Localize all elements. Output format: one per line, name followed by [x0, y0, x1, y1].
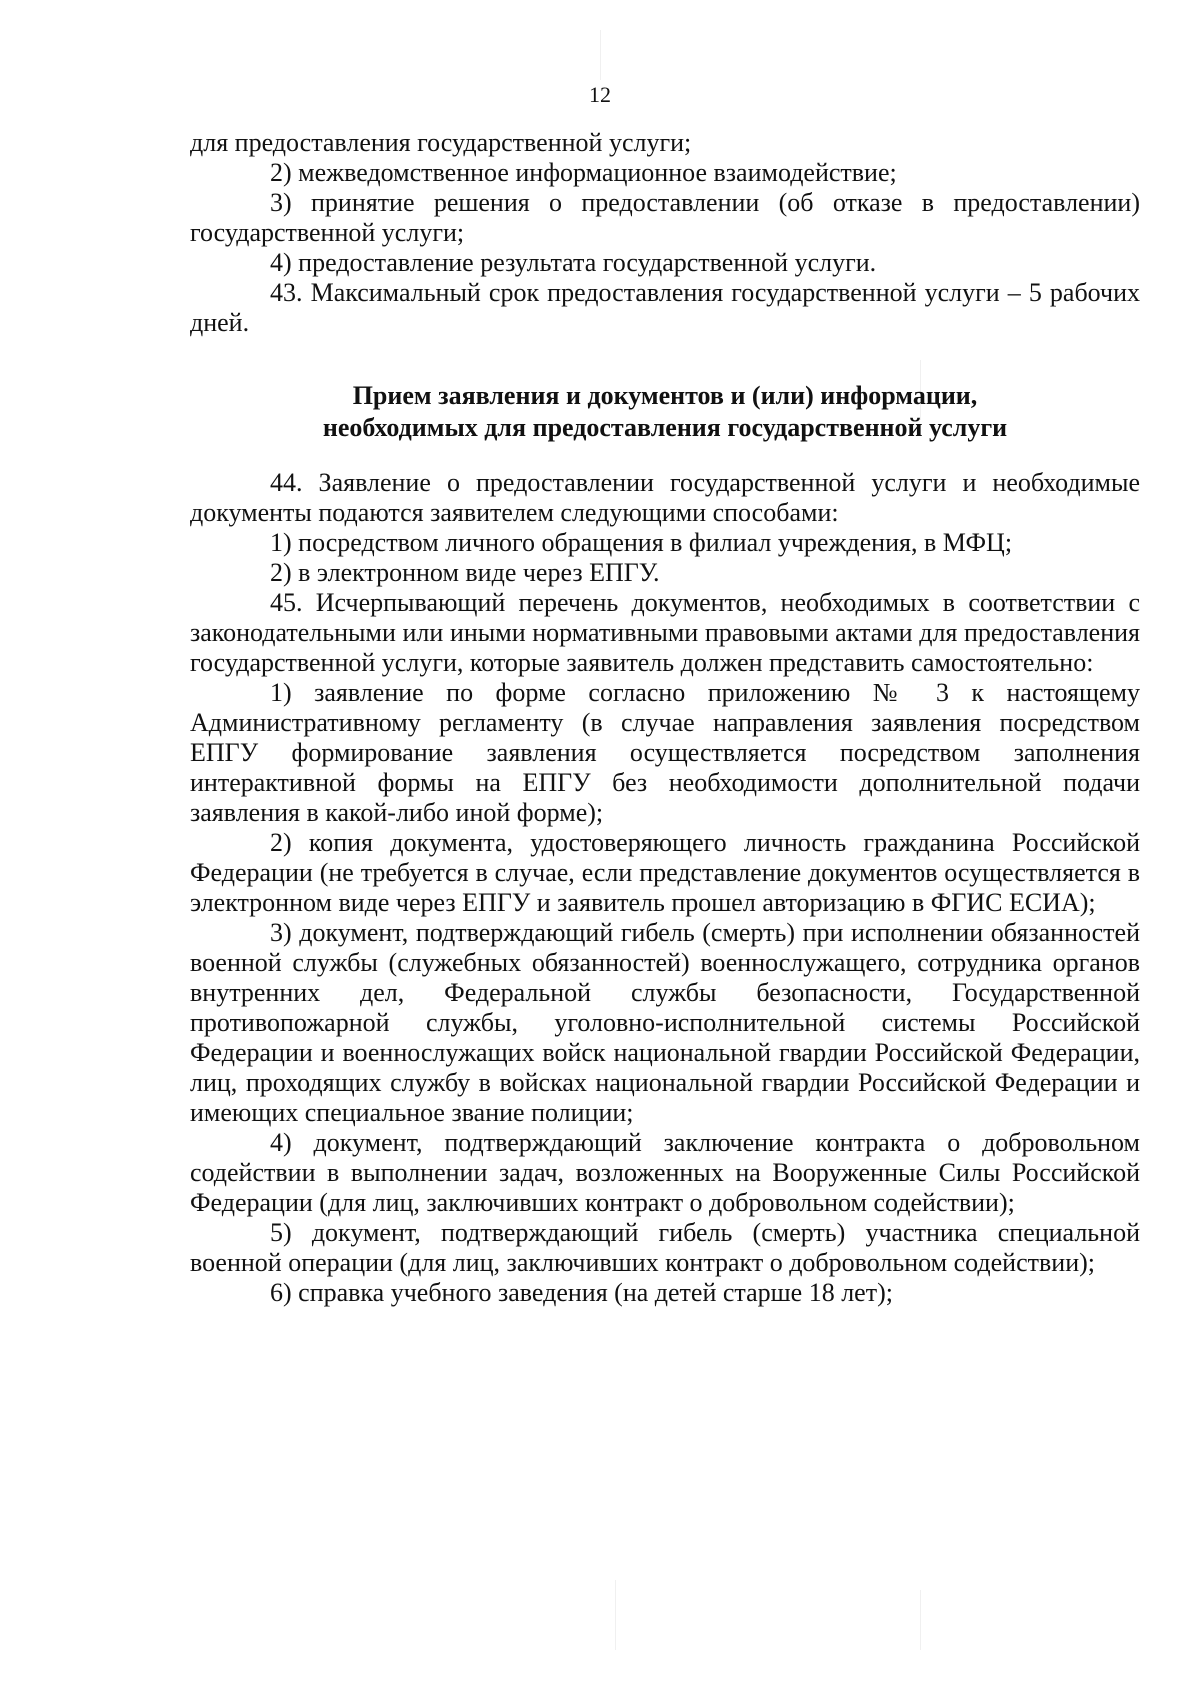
section-heading-line-2: необходимых для предоставления государственной услуги: [322, 413, 1008, 442]
paragraph: 43. Максимальный срок предоставления государственной услуги – 5 рабочих дней.: [190, 278, 1140, 337]
paragraph: 44. Заявление о предоставлении государственной услуги и необходимые документы подаются заявителем следующими способами:: [190, 468, 1140, 527]
paragraph: 3) принятие решения о предоставлении (об отказе в предоставлении) государственной услуги;: [190, 188, 1140, 247]
scan-artifact: [600, 30, 601, 80]
paragraph: 2) копия документа, удостоверяющего личность гражданина Российской Федерации (не требуется в случае, если представление документов осуществляется в электронном виде через ЕПГУ и заявитель прошел авторизацию в ФГИС ЕСИА);: [190, 828, 1140, 917]
section-heading-line-1: Прием заявления и документов и (или) информации,: [352, 381, 978, 410]
document-body: [190, 128, 1140, 1308]
paragraph: для предоставления государственной услуги;: [190, 128, 692, 157]
scan-artifact: [615, 1580, 616, 1650]
paragraph: 4) предоставление результата государственной услуги.: [270, 248, 877, 277]
paragraph: 3) документ, подтверждающий гибель (смерть) при исполнении обязанностей военной службы (служебных обязанностей) военнослужащего, сотрудника органов внутренних дел, Федеральной службы безопасности, Государственной противопожарной службы, уголовно-исполнительной системы Российской Федерации и военнослужащих войск национальной гвардии Российской Федерации, лиц, проходящих службу в войсках национальной гвардии Российской Федерации и имеющих специальное звание полиции;: [190, 918, 1140, 1127]
paragraph: 45. Исчерпывающий перечень документов, необходимых в соответствии с законодательными или иными нормативными правовыми актами для предоставления государственной услуги, которые заявитель должен представить самостоятельно:: [190, 588, 1140, 677]
paragraph: 1) заявление по форме согласно приложению № 3 к настоящему Административному регламенту (в случае направления заявления посредством ЕПГУ формирование заявления осуществляется посредством заполнения интерактивной формы на ЕПГУ без необходимости дополнительной подачи заявления в какой-либо иной форме);: [190, 678, 1140, 827]
scan-artifact: [920, 360, 921, 420]
section-heading: [190, 380, 1140, 444]
scan-artifact: [920, 1590, 921, 1650]
paragraph: 6) справка учебного заведения (на детей старше 18 лет);: [270, 1278, 893, 1307]
paragraph: 4) документ, подтверждающий заключение контракта о добровольном содействии в выполнении задач, возложенных на Вооруженные Силы Российской Федерации (для лиц, заключивших контракт о добровольном содействии);: [190, 1128, 1140, 1217]
paragraph: 5) документ, подтверждающий гибель (смерть) участника специальной военной операции (для лиц, заключивших контракт о добровольном содействии);: [190, 1218, 1140, 1277]
paragraph: 2) в электронном виде через ЕПГУ.: [270, 558, 660, 587]
paragraph: 1) посредством личного обращения в филиал учреждения, в МФЦ;: [270, 528, 1013, 557]
paragraph: 2) межведомственное информационное взаимодействие;: [270, 158, 897, 187]
page-number: 12: [589, 82, 611, 107]
